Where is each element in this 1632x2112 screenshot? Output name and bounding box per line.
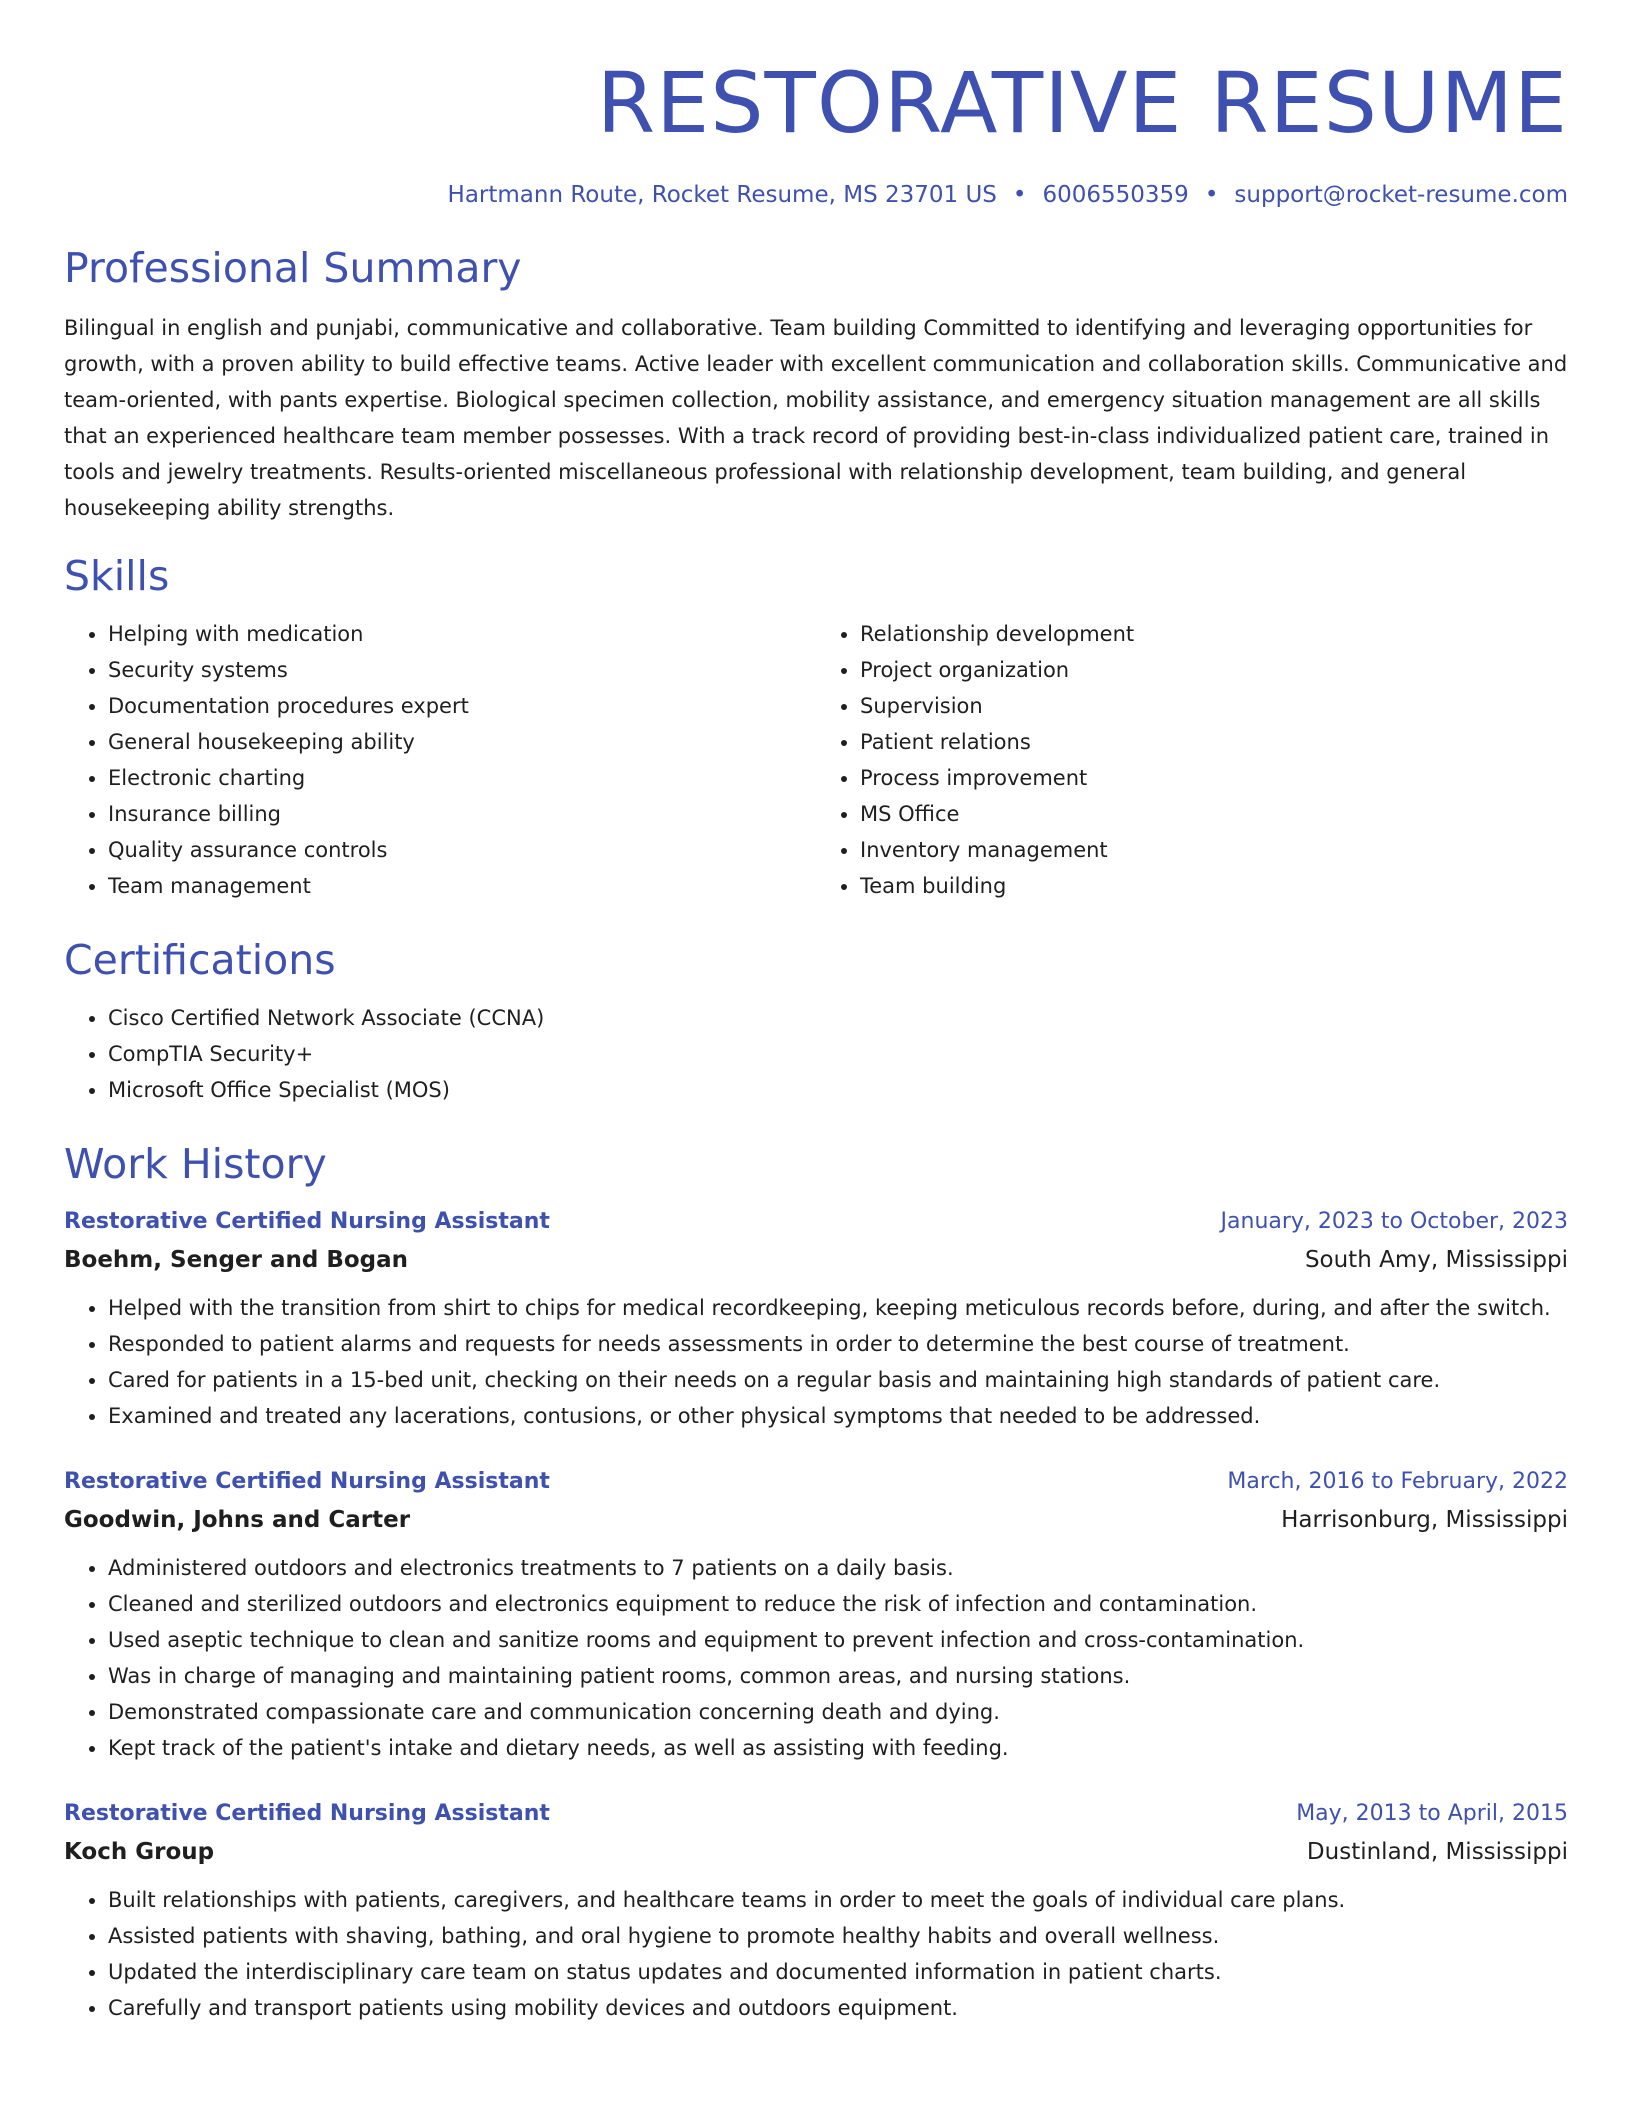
skill-item: • Inventory management xyxy=(860,832,1568,868)
job-duty: • Updated the interdisciplinary care team on status updates and documented information in patient charts. xyxy=(108,1954,1568,1990)
job-subheader xyxy=(64,1504,1568,1536)
job-duty: • Kept track of the patient's intake and dietary needs, as well as assisting with feeding. xyxy=(108,1730,1568,1766)
job-duties-list xyxy=(64,1550,1568,1766)
skill-item: • Supervision xyxy=(860,688,1568,724)
job-duty: • Assisted patients with shaving, bathing, and oral hygiene to promote healthy habits and overall wellness. xyxy=(108,1918,1568,1954)
job-location: Harrisonburg, Mississippi xyxy=(1281,1507,1568,1533)
skill-item: • Patient relations xyxy=(860,724,1568,760)
job-title: Restorative Certified Nursing Assistant xyxy=(64,1469,550,1494)
skill-item: • Electronic charting xyxy=(108,760,816,796)
job-duty: • Carefully and transport patients using mobility devices and outdoors equipment. xyxy=(108,1990,1568,2026)
contact-email[interactable]: support@rocket-resume.com xyxy=(1234,182,1568,208)
job-title: Restorative Certified Nursing Assistant xyxy=(64,1801,550,1826)
skills-list-left xyxy=(64,616,816,904)
job-subheader xyxy=(64,1836,1568,1868)
job-duty: • Cared for patients in a 15-bed unit, checking on their needs on a regular basis and maintaining high standards of patient care. xyxy=(108,1362,1568,1398)
skill-item: • Security systems xyxy=(108,652,816,688)
job-duty: • Used aseptic technique to clean and sanitize rooms and equipment to prevent infection and cross-contamination. xyxy=(108,1622,1568,1658)
job-location: South Amy, Mississippi xyxy=(1304,1247,1568,1273)
job-duty: • Demonstrated compassionate care and communication concerning death and dying. xyxy=(108,1694,1568,1730)
job-duty: • Helped with the transition from shirt to chips for medical recordkeeping, keeping meticulous records before, during, and after the switch. xyxy=(108,1290,1568,1326)
job-company: Koch Group xyxy=(64,1839,215,1865)
contact-address: Hartmann Route, Rocket Resume, MS 23701 US xyxy=(447,182,997,208)
job-duty: • Built relationships with patients, caregivers, and healthcare teams in order to meet the goals of individual care plans. xyxy=(108,1882,1568,1918)
certifications-list xyxy=(64,1000,1568,1108)
skill-item: • Relationship development xyxy=(860,616,1568,652)
job-entry xyxy=(64,1464,1568,1766)
job-duty: • Was in charge of managing and maintaining patient rooms, common areas, and nursing stations. xyxy=(108,1658,1568,1694)
contact-separator: • xyxy=(1204,182,1219,208)
job-dates: January, 2023 to October, 2023 xyxy=(1220,1209,1568,1234)
job-duty: • Responded to patient alarms and requests for needs assessments in order to determine the best course of treatment. xyxy=(108,1326,1568,1362)
skill-item: • Helping with medication xyxy=(108,616,816,652)
skill-item: • Insurance billing xyxy=(108,796,816,832)
skills-heading: Skills xyxy=(64,552,170,600)
skill-item: • Team management xyxy=(108,868,816,904)
skill-item: • Team building xyxy=(860,868,1568,904)
contact-separator: • xyxy=(1012,182,1027,208)
job-duty: • Examined and treated any lacerations, contusions, or other physical symptoms that needed to be addressed. xyxy=(108,1398,1568,1434)
job-duties-list xyxy=(64,1882,1568,2026)
job-company: Boehm, Senger and Bogan xyxy=(64,1247,409,1273)
certification-item: • Microsoft Office Specialist (MOS) xyxy=(108,1072,1568,1108)
job-title: Restorative Certified Nursing Assistant xyxy=(64,1209,550,1234)
summary-text: Bilingual in english and punjabi, communicative and collaborative. Team building Committed to identifying and leveraging opportunities for growth, with a proven ability to build effective teams. Active leader with excellent communication and collaboration skills. Communicative and team-oriented, with pants expertise. Biological specimen collection, mobility assistance, and emergency situation management are all skills that an experienced healthcare team member possesses. With a track record of providing best-in-class individualized patient care, trained in tools and jewelry treatments. Results-oriented miscellaneous professional with relationship development, team building, and general housekeeping ability strengths. xyxy=(64,316,1568,520)
job-duty: • Cleaned and sterilized outdoors and electronics equipment to reduce the risk of infection and contamination. xyxy=(108,1586,1568,1622)
summary-heading: Professional Summary xyxy=(64,244,522,292)
job-duty: • Administered outdoors and electronics treatments to 7 patients on a daily basis. xyxy=(108,1550,1568,1586)
skill-item: • Project organization xyxy=(860,652,1568,688)
contact-line xyxy=(64,180,1568,210)
skill-item: • MS Office xyxy=(860,796,1568,832)
job-header xyxy=(64,1204,1568,1240)
certification-item: • Cisco Certified Network Associate (CCNA) xyxy=(108,1000,1568,1036)
skill-item: • Quality assurance controls xyxy=(108,832,816,868)
contact-phone: 6006550359 xyxy=(1042,182,1189,208)
skill-item: • Process improvement xyxy=(860,760,1568,796)
job-entry xyxy=(64,1796,1568,2026)
job-dates: May, 2013 to April, 2015 xyxy=(1296,1801,1568,1826)
skill-item: • Documentation procedures expert xyxy=(108,688,816,724)
job-location: Dustinland, Mississippi xyxy=(1306,1839,1568,1865)
job-subheader xyxy=(64,1244,1568,1276)
certification-item: • CompTIA Security+ xyxy=(108,1036,1568,1072)
job-duties-list xyxy=(64,1290,1568,1434)
skills-grid xyxy=(64,616,1568,904)
job-dates: March, 2016 to February, 2022 xyxy=(1227,1469,1568,1494)
job-header xyxy=(64,1796,1568,1832)
certifications-heading: Certifications xyxy=(64,936,336,984)
job-header xyxy=(64,1464,1568,1500)
skill-item: • General housekeeping ability xyxy=(108,724,816,760)
resume-name: RESTORATIVE RESUME xyxy=(596,54,1568,152)
job-company: Goodwin, Johns and Carter xyxy=(64,1507,411,1533)
job-entry xyxy=(64,1204,1568,1434)
work-history-heading: Work History xyxy=(64,1140,327,1188)
skills-list-right xyxy=(816,616,1568,904)
